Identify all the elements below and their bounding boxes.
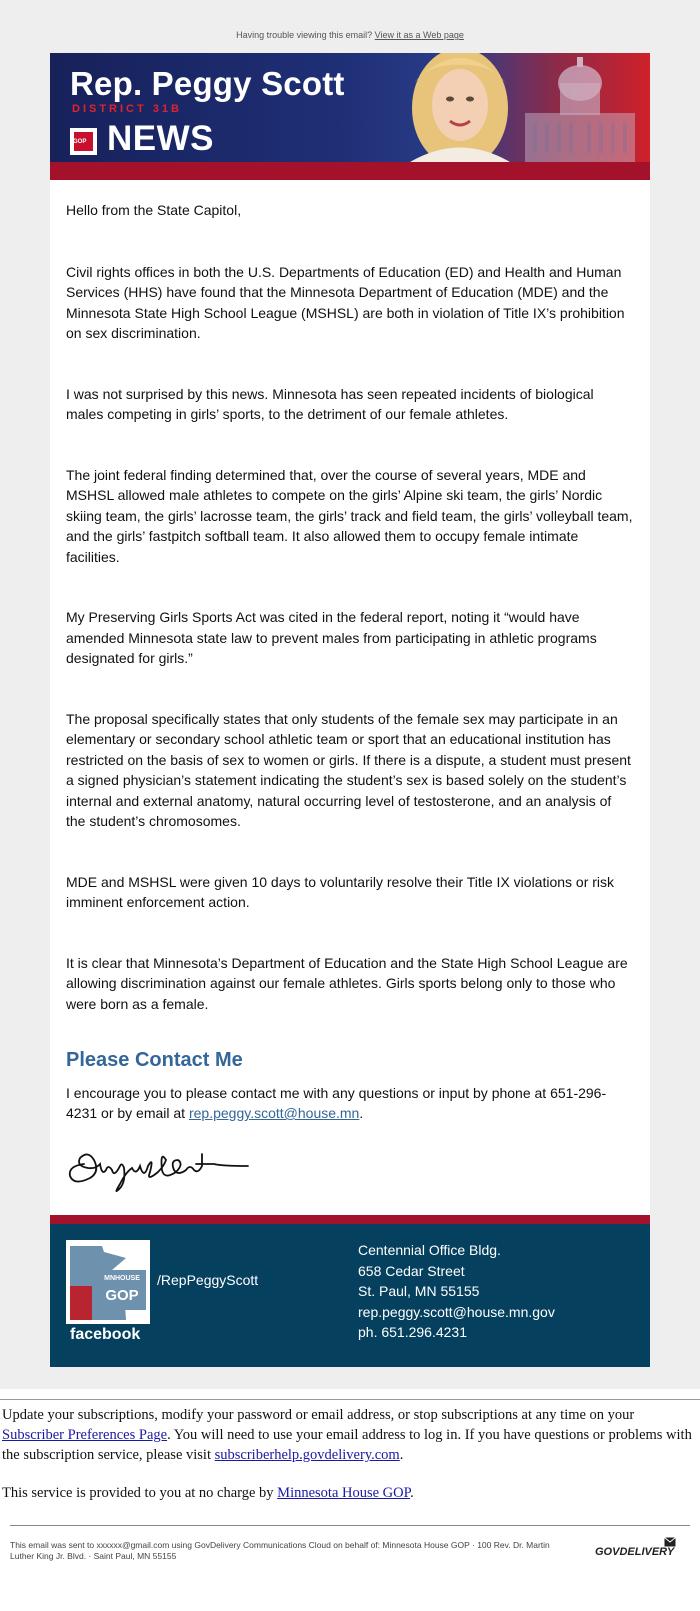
capitol-building-icon [505, 53, 650, 162]
body-paragraph: MDE and MSHSL were given 10 days to voluntarily resolve their Title IX violations or risk imminent enforcement action. [66, 873, 615, 910]
subscription-paragraph [2, 1405, 698, 1465]
address-email[interactable]: rep.peggy.scott@house.mn.gov [358, 1303, 555, 1320]
body-paragraph: The joint federal finding determined that, over the course of several years, MDE and MSHSL allowed male athletes to compete on the girls’ Alpine ski team, the girls’ Nordic skiing team, the girls’ lacrosse team, the girls’ track and field team, the girls’ volleyball team, and the girls’ fastpitch softball team. It also allowed them to occupy female intimate facilities. [66, 466, 633, 565]
contact-heading: Please Contact Me [66, 1049, 243, 1071]
body-paragraph: I was not surprised by this news. Minnesota has seen repeated incidents of biological males competing in girls’ sports, to the detriment of our female athletes. [66, 385, 594, 422]
subscriber-preferences-link[interactable]: Subscriber Preferences Page [2, 1427, 168, 1443]
bottom-divider [10, 1525, 690, 1526]
facebook-label[interactable]: facebook [70, 1326, 141, 1343]
body-paragraph: It is clear that Minnesota’s Department of Education and the State High School League are allowing discrimination against our female athletes. Girls sports belong only to those who were born as a female. [66, 954, 628, 1012]
subscriber-help-link[interactable]: subscriberhelp.govdelivery.com [214, 1447, 400, 1463]
govdelivery-footer [0, 1521, 700, 1581]
banner-red-bar [50, 162, 650, 180]
banner-title: Rep. Peggy Scott [70, 65, 345, 102]
service-text: . [410, 1485, 414, 1501]
house-gop-logo-icon [70, 128, 97, 155]
trouble-viewing-notice [0, 30, 700, 53]
banner-news: NEWS [107, 119, 214, 158]
greeting: Hello from the State Capitol, [66, 202, 242, 218]
address-phone: ph. 651.296.4231 [358, 1324, 467, 1340]
footer-red-bar [50, 1215, 650, 1224]
banner-logo-text: GOP [73, 139, 87, 145]
address-line: Centennial Office Bldg. [358, 1242, 501, 1258]
banner-district: DISTRICT 31B [72, 103, 182, 115]
subscription-text: . [399, 1447, 404, 1463]
service-paragraph [2, 1483, 698, 1503]
facebook-handle[interactable]: /RepPeggyScott [157, 1272, 259, 1288]
contact-email-link[interactable]: rep.peggy.scott@house.mn [188, 1105, 360, 1121]
view-web-page-link[interactable]: View it as a Web page [374, 30, 464, 40]
office-address [358, 1240, 555, 1343]
trouble-text: Having trouble viewing this email? [236, 30, 373, 40]
subscription-text: Update your subscriptions, modify your password or email address, or stop subscriptions at any time on your [2, 1407, 635, 1423]
body-paragraph: My Preserving Girls Sports Act was cited in the federal report, noting it “would have amended Minnesota state law to prevent males from participating in athletic programs designated for girls.” [66, 609, 597, 666]
service-text: This service is provided to you at no charge by [2, 1485, 278, 1501]
govdelivery-logo[interactable]: GOVDELIVERY [595, 1546, 675, 1558]
contact-text-after: . [359, 1105, 364, 1121]
mnhouse-gop-logo-icon[interactable] [66, 1240, 150, 1324]
header-banner [50, 53, 650, 162]
body-paragraph: Civil rights offices in both the U.S. Departments of Education (ED) and Health and Human Services (HHS) have found that the Minnesota Department of Education (MDE) and the Minnesota State High School League (MSHSL) are both in violation of Title IX’s prohibition on sex discrimination. [66, 263, 625, 341]
footer-logo-line1: MNHOUSE [104, 1275, 140, 1282]
contact-text [66, 1083, 634, 1124]
body-paragraph: The proposal specifically states that only students of the female sex may participate in an elementary or secondary school athletic team or sport that an educational institution has restricted on the basis of sex to women or girls. If there is a dispute, a student must present a signed physician’s statement indicating the student’s sex is based solely on the student’s internal and external anatomy, natural occurring level of testosterone, and an analysis of the student’s chromosomes. [66, 710, 631, 829]
subscription-divider [0, 1399, 700, 1400]
footer-logo-line2: GOP [105, 1287, 139, 1304]
subscription-text: . You will need to use your email address to log in. If you have questions or problems with the subscription service, please visit [2, 1427, 692, 1463]
minnesota-house-gop-link[interactable]: Minnesota House GOP [277, 1485, 411, 1501]
signature-icon [66, 1136, 256, 1196]
address-line: St. Paul, MN 55155 [358, 1283, 480, 1299]
sent-to-notice: This email was sent to xxxxxx@gmail.com using GovDelivery Communications Cloud on behalf of: Minnesota House GOP · 100 Rev. Dr. Martin Luther King Jr. Blvd. · Saint Paul, MN 55155 [10, 1540, 550, 1561]
email-body [50, 180, 650, 1215]
address-line: 658 Cedar Street [358, 1262, 465, 1279]
footer-contact-box [50, 1224, 650, 1367]
contact-text-before: I encourage you to please contact me with any questions or input by phone at 651-296-4231 or by email at [66, 1084, 607, 1121]
subscription-info [0, 1405, 700, 1503]
representative-portrait [400, 53, 520, 162]
email-card [50, 53, 650, 1367]
